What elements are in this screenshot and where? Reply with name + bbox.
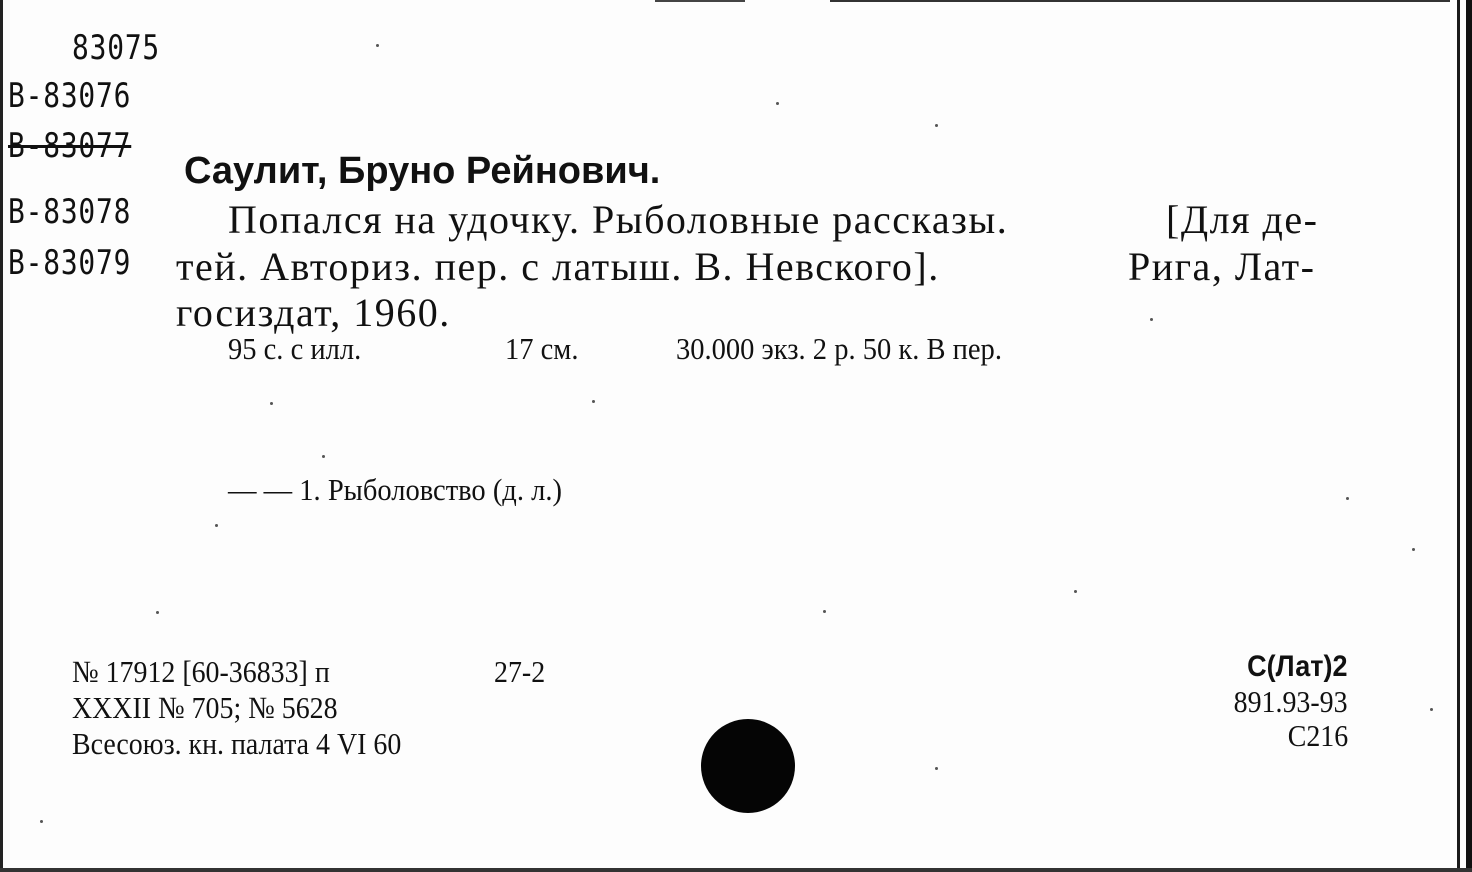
title-line-1: Попался на удочку. Рыболовные рассказы. (228, 197, 1009, 242)
footer-line-1-code: 27-2 (494, 654, 546, 689)
speck (1150, 318, 1153, 321)
speck (322, 455, 325, 458)
speck (40, 820, 43, 823)
speck (935, 124, 938, 127)
collation-price: 30.000 экз. 2 р. 50 к. В пер. (676, 331, 1002, 366)
card-bottom-edge (0, 868, 1472, 872)
author-heading: Саулит, Бруно Рейнович. (184, 150, 661, 192)
footer-line-3: Всесоюз. кн. палата 4 VI 60 (72, 726, 402, 761)
title-line-1-end: [Для де- (1166, 197, 1319, 242)
speck (215, 524, 218, 527)
title-line-2: тей. Авториз. пер. с латыш. В. Невского]. (176, 244, 940, 289)
classification-code: С(Лат)2 (1247, 650, 1348, 683)
speck (1346, 497, 1349, 500)
author-mark: С216 (1287, 718, 1348, 753)
title-line-3: госиздат, 1960. (176, 290, 451, 335)
card-right-edge (1457, 0, 1460, 872)
speck (823, 610, 826, 613)
card-top-edge (830, 0, 1450, 2)
inventory-number-2: В-83076 (8, 76, 132, 116)
speck (1430, 708, 1433, 711)
speck (1412, 548, 1415, 551)
card-left-edge (0, 0, 3, 872)
card-top-edge-fragment (655, 0, 745, 2)
subject-heading: — — 1. Рыболовство (д. л.) (228, 472, 562, 507)
inventory-number-5: В-83079 (8, 243, 132, 283)
collation-pages: 95 с. с илл. (228, 331, 362, 366)
classification-index: 891.93-93 (1234, 684, 1348, 719)
speck (1074, 590, 1077, 593)
card-right-border (1466, 0, 1472, 872)
footer-line-2: XXXII № 705; № 5628 (72, 690, 338, 725)
speck (156, 611, 159, 614)
card-punch-hole (701, 719, 795, 813)
footer-line-1: № 17912 [60-36833] п (72, 654, 330, 689)
speck (776, 102, 779, 105)
speck (592, 400, 595, 403)
inventory-number-1: 83075 (72, 28, 161, 68)
title-line-2-end: Рига, Лат- (1128, 244, 1316, 289)
speck (935, 767, 938, 770)
inventory-number-4: В-83078 (8, 192, 132, 232)
inventory-number-3: В-83077 (8, 126, 132, 166)
speck (270, 402, 273, 405)
speck (376, 44, 379, 47)
collation-size: 17 см. (505, 331, 579, 366)
